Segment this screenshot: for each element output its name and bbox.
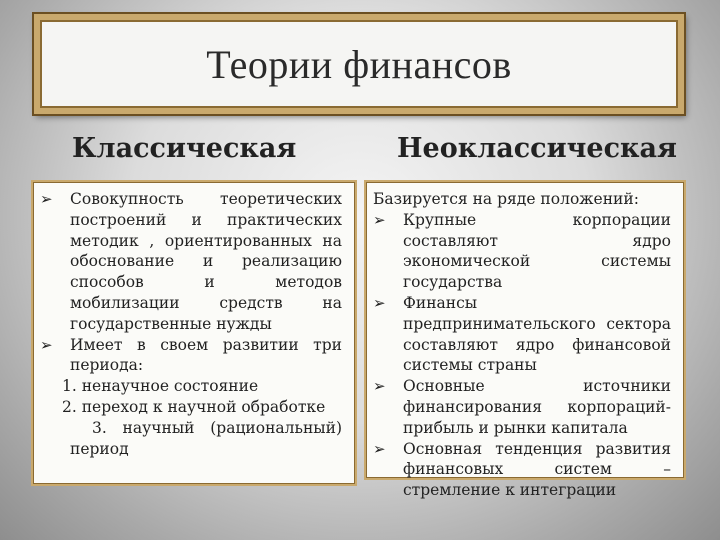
arrowhead-bullet-icon: ➢ bbox=[40, 335, 53, 354]
title-box bbox=[34, 14, 684, 114]
list-item bbox=[373, 293, 671, 376]
period-item-3-text: 3. научный (рациональный) период bbox=[70, 418, 342, 458]
list-item bbox=[373, 210, 671, 293]
bullet-text: Основная тенденция развития финансовых систем – стремление к интеграции bbox=[403, 439, 671, 500]
bullet-text: Имеет в своем развитии три периода: bbox=[70, 335, 342, 375]
neoclassical-theory-panel bbox=[366, 182, 684, 500]
list-item bbox=[373, 439, 671, 501]
slide-title: Теории финансов bbox=[206, 41, 512, 87]
left-column-heading: Классическая bbox=[72, 133, 297, 164]
period-item-2: 2. переход к научной обработке bbox=[62, 397, 326, 416]
classical-bullet-list bbox=[40, 189, 342, 376]
neoclassical-intro: Базируется на ряде положений: bbox=[373, 190, 639, 208]
arrowhead-bullet-icon: ➢ bbox=[373, 210, 386, 229]
arrowhead-bullet-icon: ➢ bbox=[373, 293, 386, 312]
list-item bbox=[40, 189, 342, 335]
bullet-text: Крупные корпорации составляют ядро экономической системы государства bbox=[403, 210, 671, 292]
list-item bbox=[373, 376, 671, 438]
period-item-3 bbox=[40, 418, 342, 460]
arrowhead-bullet-icon: ➢ bbox=[373, 439, 386, 458]
classical-theory-panel bbox=[33, 182, 355, 484]
bullet-text: Основные источники финансирования корпораций- прибыль и рынки капитала bbox=[403, 377, 671, 437]
list-item bbox=[40, 335, 342, 377]
right-column-heading: Неоклассическая bbox=[397, 133, 677, 164]
bullet-text: Финансы предпринимательского сектора составляют ядро финансовой системы страны bbox=[403, 293, 671, 375]
period-item-1: 1. ненаучное состояние bbox=[62, 377, 259, 396]
arrowhead-bullet-icon: ➢ bbox=[373, 377, 386, 396]
arrowhead-bullet-icon: ➢ bbox=[40, 190, 53, 208]
neoclassical-bullet-list bbox=[373, 210, 671, 501]
bullet-text: Совокупность теоретических построений и практических методик , ориентированных на обоснование и реализацию способов и методов мобилизации средств на государственные нужды bbox=[70, 190, 342, 333]
